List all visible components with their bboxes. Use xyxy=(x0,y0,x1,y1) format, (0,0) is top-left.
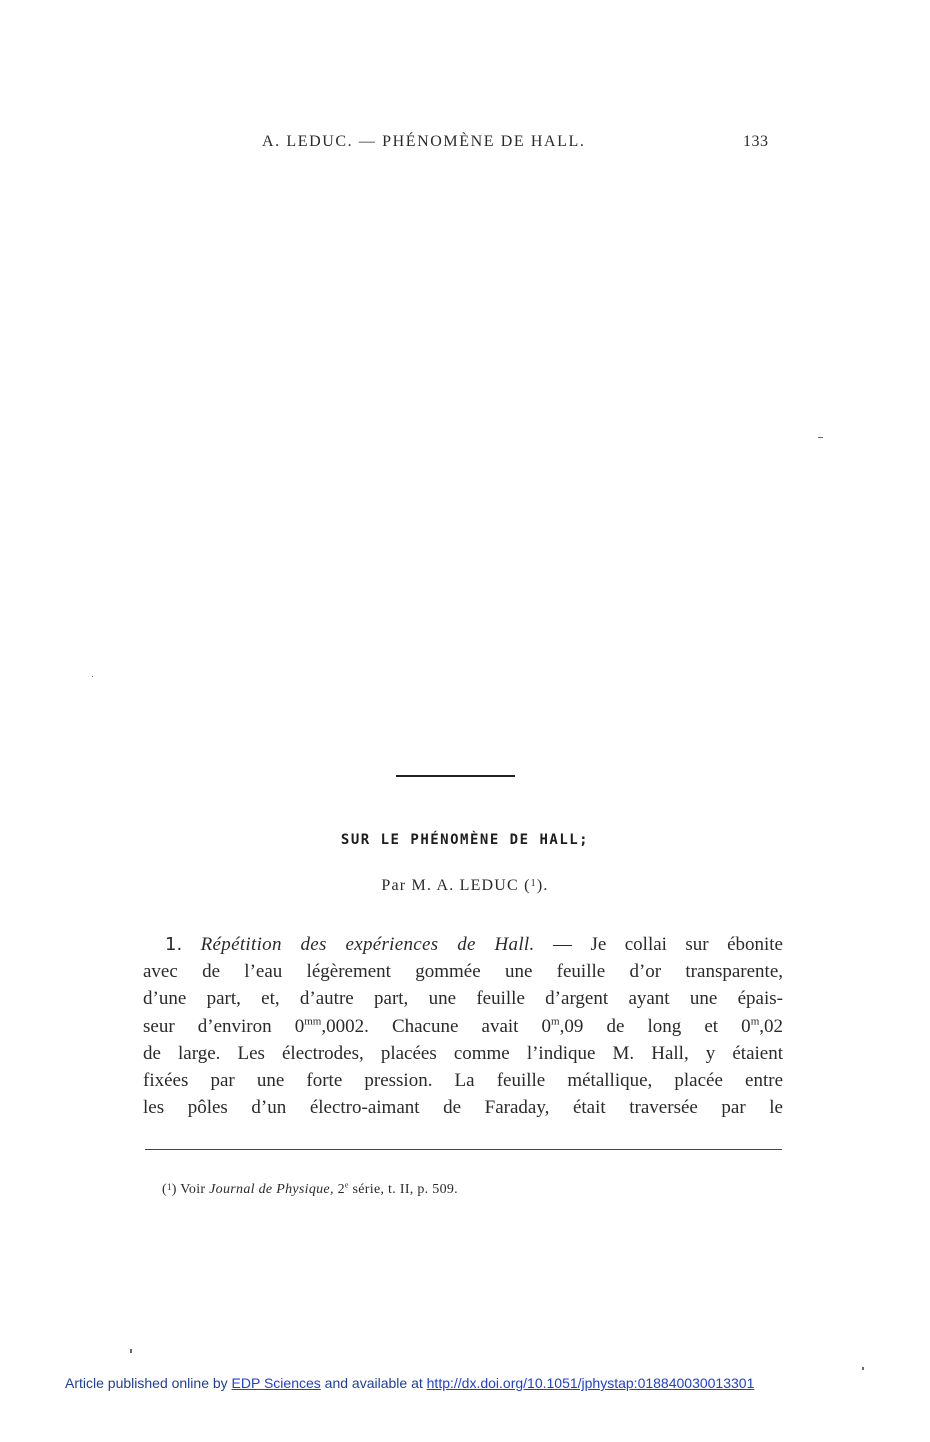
body-paragraph xyxy=(143,931,783,1121)
body-text: seur d’environ 0 xyxy=(143,1015,305,1037)
scan-speck xyxy=(130,1349,132,1353)
footnote-text: Voir xyxy=(176,1182,210,1197)
body-line: d’une part, et, d’autre part, une feuille d’argent ayant une épais- xyxy=(143,988,783,1010)
doi-link[interactable]: http://dx.doi.org/10.1051/jphystap:018840030013301 xyxy=(426,1375,755,1391)
footnote-number: 1 xyxy=(166,1182,172,1192)
body-text: ,0002. Chacune avait 0 xyxy=(321,1015,552,1037)
unit-superscript: m xyxy=(750,1015,760,1028)
footnote-rule xyxy=(145,1149,782,1150)
unit-superscript: mm xyxy=(304,1015,322,1028)
body-text: ,09 de long et 0 xyxy=(559,1015,751,1037)
journal-name: Journal de Physique, xyxy=(209,1182,334,1197)
scan-speck xyxy=(92,676,93,677)
scan-speck xyxy=(818,437,823,438)
publisher-link[interactable]: EDP Sciences xyxy=(231,1375,321,1391)
article-title: SUR LE PHÉNOMÈNE DE HALL; xyxy=(340,832,590,848)
publication-notice xyxy=(65,1375,754,1391)
section-heading: Répétition des expériences de Hall. xyxy=(200,934,535,955)
notice-prefix: Article published online by xyxy=(65,1375,232,1391)
page-number: 133 xyxy=(743,133,769,150)
body-line xyxy=(143,1013,783,1040)
body-line: fixées par une forte pression. La feuille métallique, placée entre xyxy=(143,1069,783,1091)
body-line: les pôles d’un électro-aimant de Faraday, était traversée par le xyxy=(143,1097,783,1119)
body-text: — Je collai sur ébonite xyxy=(534,934,783,955)
byline-author: Par M. A. LEDUC ( xyxy=(381,877,531,894)
title-rule xyxy=(396,775,515,777)
body-text: ,02 xyxy=(759,1015,783,1037)
scan-speck xyxy=(862,1367,864,1370)
notice-middle: and available at xyxy=(320,1375,427,1391)
unit-superscript: m xyxy=(551,1015,560,1028)
byline xyxy=(0,877,930,895)
body-line xyxy=(143,931,783,958)
body-line: avec de l’eau légèrement gommée une feuille d’or transparente, xyxy=(143,961,783,983)
footnote: ($^1$) Voir Journal de Physique, 2e série, t. II, p. 509. xyxy=(162,1180,458,1197)
footnote-citation: série, t. II, p. 509. xyxy=(348,1182,458,1197)
series-number: 2 xyxy=(337,1182,345,1197)
running-head: A. LEDUC. — PHÉNOMÈNE DE HALL. xyxy=(262,133,586,150)
section-number: 1. xyxy=(165,934,183,955)
footnote-ref: 1 xyxy=(530,878,537,889)
body-line: de large. Les électrodes, placées comme l’indique M. Hall, y étaient xyxy=(143,1042,783,1064)
byline-suffix: ). xyxy=(536,877,549,894)
series-superscript: e xyxy=(344,1180,349,1190)
